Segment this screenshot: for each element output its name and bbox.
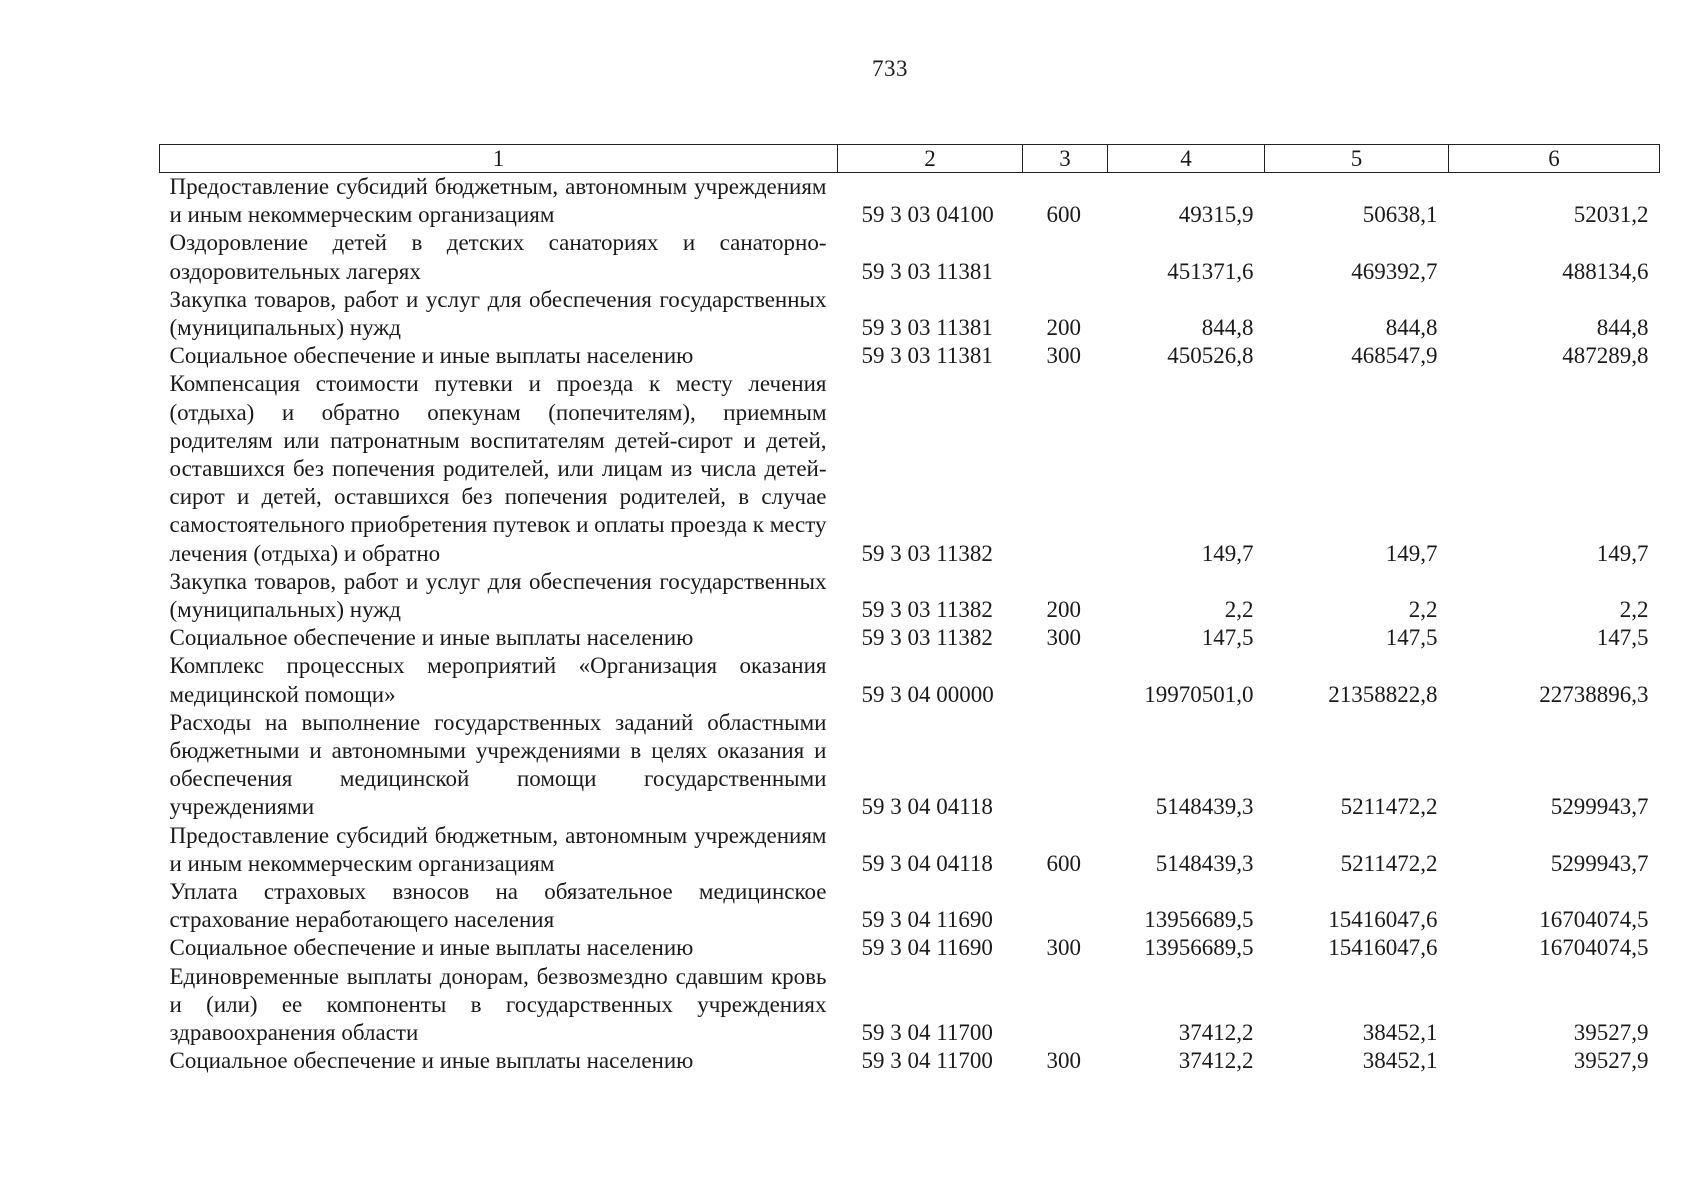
- expense-name: Расходы на выполнение государственных заданий областными бюджетными и автономными учреждениями в целях оказания и обеспечения медицинской помощи государственными учреждениями: [169, 709, 827, 820]
- target-article-code: 59 3 03 11381: [861, 343, 993, 369]
- expense-name: Социальное обеспечение и иные выплаты населению: [169, 935, 694, 961]
- amount-year-3: 5299943,7: [1550, 850, 1649, 876]
- amount-year-1: 149,7: [1201, 540, 1254, 566]
- amount-year-2: 21358822,8: [1328, 681, 1438, 707]
- expense-name: Уплата страховых взносов на обязательное медицинское страхование неработающего населения: [169, 879, 827, 933]
- column-header-5: 5: [1265, 145, 1449, 173]
- amount-year-3: 844,8: [1596, 315, 1649, 341]
- table-row: [160, 370, 1660, 567]
- amount-year-2: 50638,1: [1362, 202, 1438, 228]
- budget-table: [159, 144, 1660, 1076]
- expense-type-code: 600: [1046, 850, 1081, 876]
- amount-year-1: 13956689,5: [1144, 907, 1254, 933]
- expense-type-code: 300: [1046, 1048, 1081, 1074]
- table-row: [160, 934, 1660, 962]
- amount-year-2: 2,2: [1408, 597, 1438, 623]
- expense-name: Оздоровление детей в детских санаториях и санаторно-оздоровительных лагерях: [169, 230, 827, 284]
- expense-name: Предоставление субсидий бюджетным, автономным учреждениям и иным некоммерческим организациям: [169, 822, 827, 876]
- amount-year-1: 2,2: [1224, 597, 1254, 623]
- target-article-code: 59 3 04 11690: [861, 907, 993, 933]
- amount-year-2: 38452,1: [1362, 1048, 1438, 1074]
- expense-type-code: [1023, 709, 1108, 822]
- expense-type-code: 200: [1046, 597, 1081, 623]
- target-article-code: 59 3 04 04118: [861, 850, 993, 876]
- table-row: [160, 173, 1660, 230]
- amount-year-3: 2,2: [1619, 597, 1649, 623]
- expense-name: Закупка товаров, работ и услуг для обеспечения государственных (муниципальных) нужд: [169, 286, 827, 341]
- table-row: [160, 652, 1660, 708]
- table-row: [160, 229, 1660, 285]
- amount-year-3: 147,5: [1596, 625, 1649, 651]
- expense-name: Предоставление субсидий бюджетным, автономным учреждениям и иным некоммерческим организациям: [169, 174, 827, 228]
- target-article-code: 59 3 04 00000: [861, 681, 994, 707]
- amount-year-1: 37412,2: [1178, 1048, 1254, 1074]
- expense-type-code: [1023, 652, 1108, 708]
- amount-year-1: 13956689,5: [1144, 935, 1254, 961]
- amount-year-3: 16704074,5: [1539, 935, 1649, 961]
- expense-type-code: 600: [1046, 202, 1081, 228]
- amount-year-2: 15416047,6: [1328, 907, 1438, 933]
- expense-name: Социальное обеспечение и иные выплаты населению: [169, 343, 694, 369]
- column-header-3: 3: [1023, 145, 1108, 173]
- target-article-code: 59 3 04 11700: [861, 1020, 993, 1046]
- amount-year-1: 450526,8: [1167, 343, 1254, 369]
- amount-year-1: 5148439,3: [1155, 850, 1254, 876]
- table-row: [160, 878, 1660, 934]
- amount-year-3: 39527,9: [1573, 1020, 1649, 1046]
- amount-year-1: 5148439,3: [1155, 794, 1254, 820]
- table-row: [160, 342, 1660, 370]
- target-article-code: 59 3 04 04118: [861, 794, 993, 820]
- amount-year-2: 147,5: [1385, 625, 1438, 651]
- table-row: [160, 1047, 1660, 1075]
- target-article-code: 59 3 03 11382: [861, 597, 993, 623]
- amount-year-1: 37412,2: [1178, 1020, 1254, 1046]
- column-header-2: 2: [838, 145, 1023, 173]
- amount-year-3: 39527,9: [1573, 1048, 1649, 1074]
- amount-year-2: 5211472,2: [1340, 850, 1438, 876]
- target-article-code: 59 3 03 11381: [861, 258, 993, 284]
- expense-type-code: [1023, 963, 1108, 1048]
- expense-type-code: [1023, 878, 1108, 934]
- amount-year-3: 149,7: [1596, 540, 1649, 566]
- column-header-6: 6: [1449, 145, 1660, 173]
- page-number: 733: [872, 56, 908, 81]
- expense-name: Социальное обеспечение и иные выплаты населению: [169, 1048, 694, 1074]
- table-row: [160, 286, 1660, 342]
- amount-year-1: 451371,6: [1167, 258, 1254, 284]
- table-header: [160, 145, 1660, 173]
- table-row: [160, 963, 1660, 1048]
- expense-name: Социальное обеспечение и иные выплаты населению: [169, 625, 694, 651]
- amount-year-1: 49315,9: [1178, 202, 1254, 228]
- expense-type-code: 300: [1046, 343, 1081, 369]
- expense-type-code: 300: [1046, 625, 1081, 651]
- column-header-4: 4: [1108, 145, 1265, 173]
- amount-year-2: 5211472,2: [1340, 794, 1438, 820]
- target-article-code: 59 3 03 11382: [861, 625, 993, 651]
- expense-type-code: [1023, 370, 1108, 567]
- target-article-code: 59 3 03 11382: [861, 540, 993, 566]
- amount-year-3: 488134,6: [1562, 258, 1649, 284]
- amount-year-3: 16704074,5: [1539, 907, 1649, 933]
- expense-name: Комплекс процессных мероприятий «Организация оказания медицинской помощи»: [169, 653, 827, 707]
- amount-year-1: 19970501,0: [1144, 681, 1254, 707]
- target-article-code: 59 3 03 04100: [861, 202, 994, 228]
- table-row: [160, 568, 1660, 624]
- amount-year-3: 5299943,7: [1550, 794, 1649, 820]
- amount-year-2: 844,8: [1385, 315, 1438, 341]
- column-header-1: 1: [160, 145, 838, 173]
- table-row: [160, 624, 1660, 652]
- amount-year-3: 487289,8: [1562, 343, 1649, 369]
- amount-year-2: 38452,1: [1362, 1020, 1438, 1046]
- expense-name: Единовременные выплаты донорам, безвозмездно сдавшим кровь и (или) ее компоненты в государственных учреждениях здравоохранения области: [169, 963, 827, 1046]
- expense-name: Компенсация стоимости путевки и проезда к месту лечения (отдыха) и обратно опекунам (попечителям), приемным родителям или патронатным воспитателям детей-сирот и детей, оставшихся без попечения родителей, или лицам из числа детей-сирот и детей, оставшихся без попечения родителей, в случае самостоятельного приобретения путевок и оплаты проезда к месту лечения (отдыха) и обратно: [169, 371, 827, 566]
- amount-year-3: 52031,2: [1573, 202, 1649, 228]
- amount-year-1: 844,8: [1201, 315, 1254, 341]
- amount-year-2: 149,7: [1385, 540, 1438, 566]
- amount-year-2: 469392,7: [1351, 258, 1438, 284]
- target-article-code: 59 3 03 11381: [861, 315, 993, 341]
- table-row: [160, 822, 1660, 878]
- expense-type-code: [1023, 229, 1108, 285]
- amount-year-2: 468547,9: [1351, 343, 1438, 369]
- target-article-code: 59 3 04 11700: [861, 1048, 993, 1074]
- target-article-code: 59 3 04 11690: [861, 935, 993, 961]
- table-body: [160, 173, 1660, 1076]
- expense-type-code: 200: [1046, 315, 1081, 341]
- table-row: [160, 709, 1660, 822]
- amount-year-3: 22738896,3: [1539, 681, 1649, 707]
- expense-type-code: 300: [1046, 935, 1081, 961]
- header-row: [160, 145, 1660, 173]
- amount-year-1: 147,5: [1201, 625, 1254, 651]
- amount-year-2: 15416047,6: [1328, 935, 1438, 961]
- expense-name: Закупка товаров, работ и услуг для обеспечения государственных (муниципальных) нужд: [169, 568, 827, 623]
